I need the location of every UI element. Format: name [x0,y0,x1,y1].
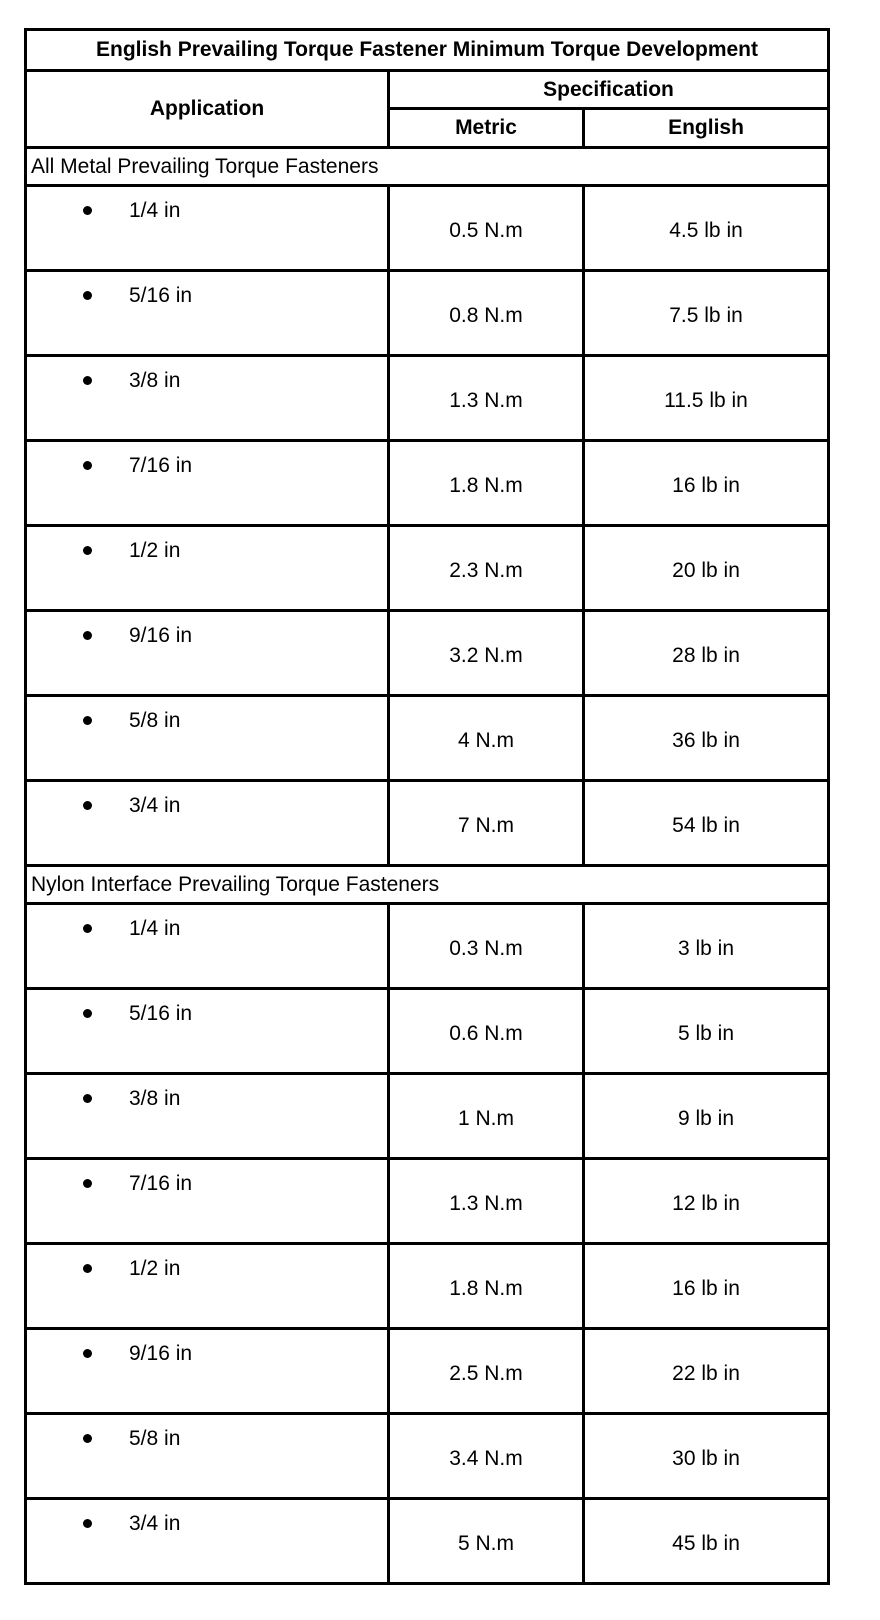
english-value: 11.5 lb in [584,356,829,441]
english-value: 22 lb in [584,1329,829,1414]
metric-value: 3.4 N.m [389,1414,584,1499]
english-value: 20 lb in [584,526,829,611]
table-row [26,186,829,271]
fastener-size: 1/2 in [129,1257,181,1280]
english-value: 28 lb in [584,611,829,696]
application-cell-inner [27,442,387,518]
metric-value: 0.6 N.m [389,989,584,1074]
table-row [26,356,829,441]
application-cell-inner [27,612,387,688]
fastener-size: 7/16 in [129,1172,193,1195]
application-cell-inner [27,697,387,773]
bullet-icon [83,801,92,810]
bullet-icon [83,291,92,300]
title-row [26,30,829,71]
fastener-size: 3/8 in [129,369,181,392]
table-row [26,1499,829,1584]
english-value: 45 lb in [584,1499,829,1584]
fastener-size: 1/4 in [129,199,181,222]
fastener-size: 5/8 in [129,709,181,732]
section-row [26,866,829,904]
application-cell [26,781,389,866]
application-cell-inner [27,357,387,433]
fastener-size: 1/2 in [129,539,181,562]
bullet-icon [83,1434,92,1443]
application-cell-inner [27,990,387,1066]
bullet-icon [83,1009,92,1018]
application-cell-inner [27,527,387,603]
application-cell [26,1329,389,1414]
bullet-icon [83,1349,92,1358]
section-title: All Metal Prevailing Torque Fasteners [26,148,829,186]
table-row [26,904,829,989]
application-cell [26,271,389,356]
english-value: 5 lb in [584,989,829,1074]
bullet-icon [83,1519,92,1528]
english-value: 12 lb in [584,1159,829,1244]
table-row [26,696,829,781]
english-value: 54 lb in [584,781,829,866]
bullet-icon [83,1264,92,1273]
english-value: 4.5 lb in [584,186,829,271]
application-cell-inner [27,1245,387,1321]
application-cell-inner [27,1160,387,1236]
english-value: 7.5 lb in [584,271,829,356]
metric-value: 2.3 N.m [389,526,584,611]
application-cell-inner [27,1500,387,1576]
metric-value: 1.8 N.m [389,1244,584,1329]
application-header: Application [26,71,389,148]
header-row-1 [26,71,829,109]
application-cell [26,904,389,989]
application-cell-inner [27,1330,387,1406]
table-row [26,526,829,611]
fastener-size: 9/16 in [129,624,193,647]
metric-value: 1.3 N.m [389,356,584,441]
application-cell [26,1414,389,1499]
fastener-size: 9/16 in [129,1342,193,1365]
fastener-size: 5/16 in [129,1002,193,1025]
table-title: English Prevailing Torque Fastener Minimum Torque Development [26,30,829,71]
english-value: 30 lb in [584,1414,829,1499]
application-cell-inner [27,782,387,858]
application-cell [26,186,389,271]
metric-value: 3.2 N.m [389,611,584,696]
english-value: 16 lb in [584,441,829,526]
metric-value: 0.3 N.m [389,904,584,989]
metric-value: 1.8 N.m [389,441,584,526]
application-cell-inner [27,1415,387,1491]
fastener-size: 3/8 in [129,1087,181,1110]
table-row [26,271,829,356]
fastener-size: 5/8 in [129,1427,181,1450]
table-row [26,611,829,696]
metric-value: 0.8 N.m [389,271,584,356]
english-value: 9 lb in [584,1074,829,1159]
table-row [26,1074,829,1159]
metric-value: 1.3 N.m [389,1159,584,1244]
table-row [26,989,829,1074]
metric-value: 7 N.m [389,781,584,866]
application-cell-inner [27,187,387,263]
section-title: Nylon Interface Prevailing Torque Fasteners [26,866,829,904]
metric-value: 4 N.m [389,696,584,781]
bullet-icon [83,631,92,640]
table-row [26,1244,829,1329]
fastener-size: 3/4 in [129,794,181,817]
bullet-icon [83,376,92,385]
application-cell [26,1499,389,1584]
fastener-size: 7/16 in [129,454,193,477]
table-row [26,781,829,866]
metric-header: Metric [389,109,584,148]
section-row [26,148,829,186]
application-cell-inner [27,1075,387,1151]
application-cell [26,526,389,611]
application-cell-inner [27,272,387,348]
application-cell [26,441,389,526]
metric-value: 0.5 N.m [389,186,584,271]
application-cell [26,1074,389,1159]
application-cell [26,1159,389,1244]
application-cell [26,989,389,1074]
english-header: English [584,109,829,148]
application-cell [26,696,389,781]
application-cell-inner [27,905,387,981]
application-cell [26,1244,389,1329]
metric-value: 1 N.m [389,1074,584,1159]
bullet-icon [83,716,92,725]
fastener-size: 3/4 in [129,1512,181,1535]
application-cell [26,356,389,441]
bullet-icon [83,924,92,933]
table-row [26,1159,829,1244]
metric-value: 2.5 N.m [389,1329,584,1414]
english-value: 36 lb in [584,696,829,781]
bullet-icon [83,206,92,215]
specification-header: Specification [389,71,829,109]
fastener-size: 5/16 in [129,284,193,307]
fastener-size: 1/4 in [129,917,181,940]
bullet-icon [83,1094,92,1103]
application-cell [26,611,389,696]
english-value: 3 lb in [584,904,829,989]
bullet-icon [83,461,92,470]
bullet-icon [83,546,92,555]
table-body [26,30,829,1584]
torque-spec-table [24,28,830,1585]
table-row [26,441,829,526]
table-row [26,1414,829,1499]
english-value: 16 lb in [584,1244,829,1329]
metric-value: 5 N.m [389,1499,584,1584]
table-row [26,1329,829,1414]
bullet-icon [83,1179,92,1188]
